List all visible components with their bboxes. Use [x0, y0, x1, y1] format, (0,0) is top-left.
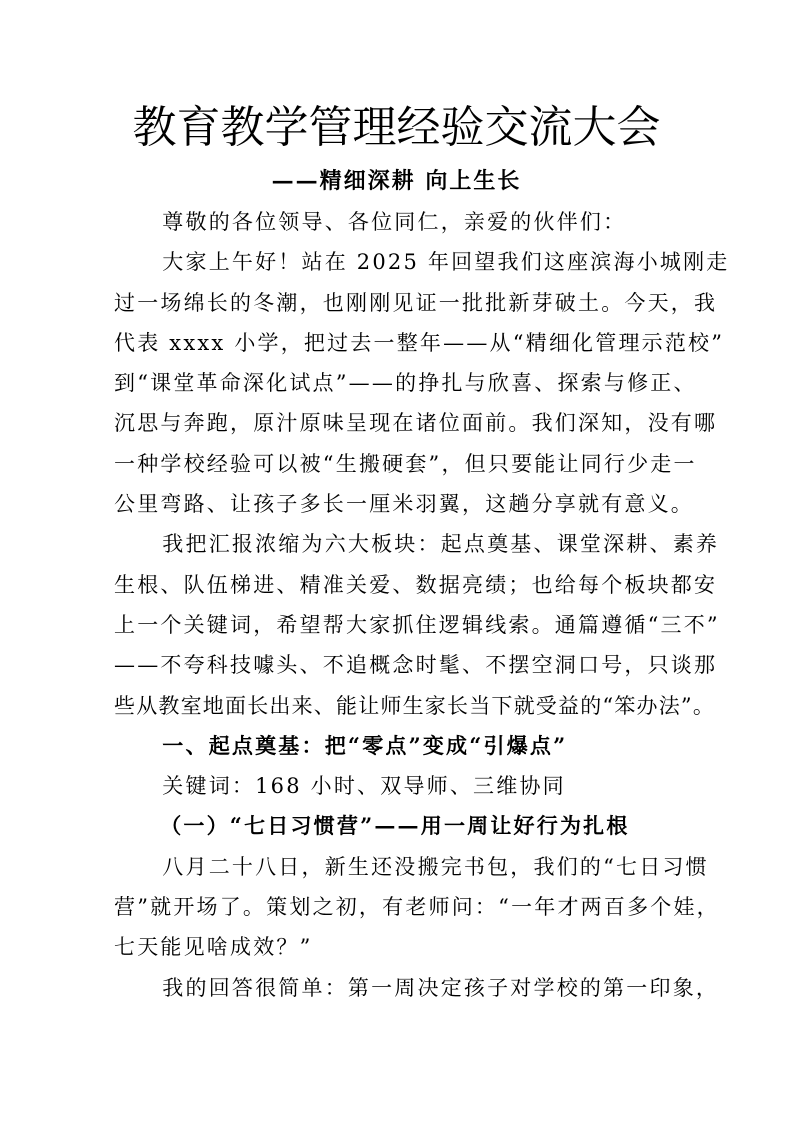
subsection-1-paragraph-1 — [114, 847, 720, 968]
overview-paragraph — [114, 524, 720, 725]
text-line: 我把汇报浓缩为六大板块：起点奠基、课堂深耕、素养 — [162, 532, 720, 557]
text-line: 尊敬的各位领导、各位同仁，亲爱的伙伴们： — [162, 210, 627, 234]
text-line: 上一个关键词，希望帮大家抓住逻辑线索。通篇遵循“三不” — [114, 612, 720, 637]
subsection-1-paragraph-2 — [114, 968, 720, 1008]
section-1-keywords: 关键词：168 小时、双导师、三维协同 — [162, 774, 566, 799]
text-line: 营”就开场了。策划之初，有老师问：“一年才两百多个娃， — [114, 895, 720, 920]
text-line: 生根、队伍梯进、精准关爱、数据亮绩；也给每个板块都安 — [114, 572, 718, 597]
document-subtitle: ——精细深耕 向上生长 — [271, 168, 522, 194]
text-line: 到“课堂革命深化试点”——的挣扎与欣喜、探索与修正、 — [114, 371, 697, 396]
section-1-heading: 一、起点奠基：把“零点”变成“引爆点” — [162, 732, 568, 758]
text-line: 一种学校经验可以被“生搬硬套”，但只要能让同行少走一 — [114, 451, 697, 476]
text-line: 代表 xxxx 小学，把过去一整年——从“精细化管理示范校” — [114, 330, 725, 355]
text-line: 过一场绵长的冬潮，也刚刚见证一批批新芽破土。今天，我 — [114, 290, 718, 315]
text-line: 沉思与奔跑，原汁原味呈现在诸位面前。我们深知，没有哪 — [114, 411, 718, 436]
subsection-1-heading: （一）“七日习惯营”——用一周让好行为扎根 — [160, 813, 630, 839]
document-title: 教育教学管理经验交流大会 — [132, 102, 661, 153]
text-line: 大家上午好！站在 2025 年回望我们这座滨海小城刚走 — [162, 250, 730, 275]
intro-paragraph — [114, 242, 730, 524]
greeting-paragraph — [114, 202, 680, 242]
text-line: ——不夸科技噱头、不追概念时髦、不摆空洞口号，只谈那 — [114, 653, 718, 678]
text-line: 公里弯路、让孩子多长一厘米羽翼，这趟分享就有意义。 — [114, 492, 694, 517]
text-line: 八月二十八日，新生还没搬完书包，我们的“七日习惯 — [162, 854, 709, 879]
text-line: 些从教室地面长出来、能让师生家长当下就受益的“笨办法”。 — [114, 693, 716, 718]
document-body — [114, 202, 730, 1008]
text-line: 我的回答很简单：第一周决定孩子对学校的第一印象， — [162, 975, 720, 1000]
text-line: 七天能见啥成效？” — [114, 935, 313, 960]
